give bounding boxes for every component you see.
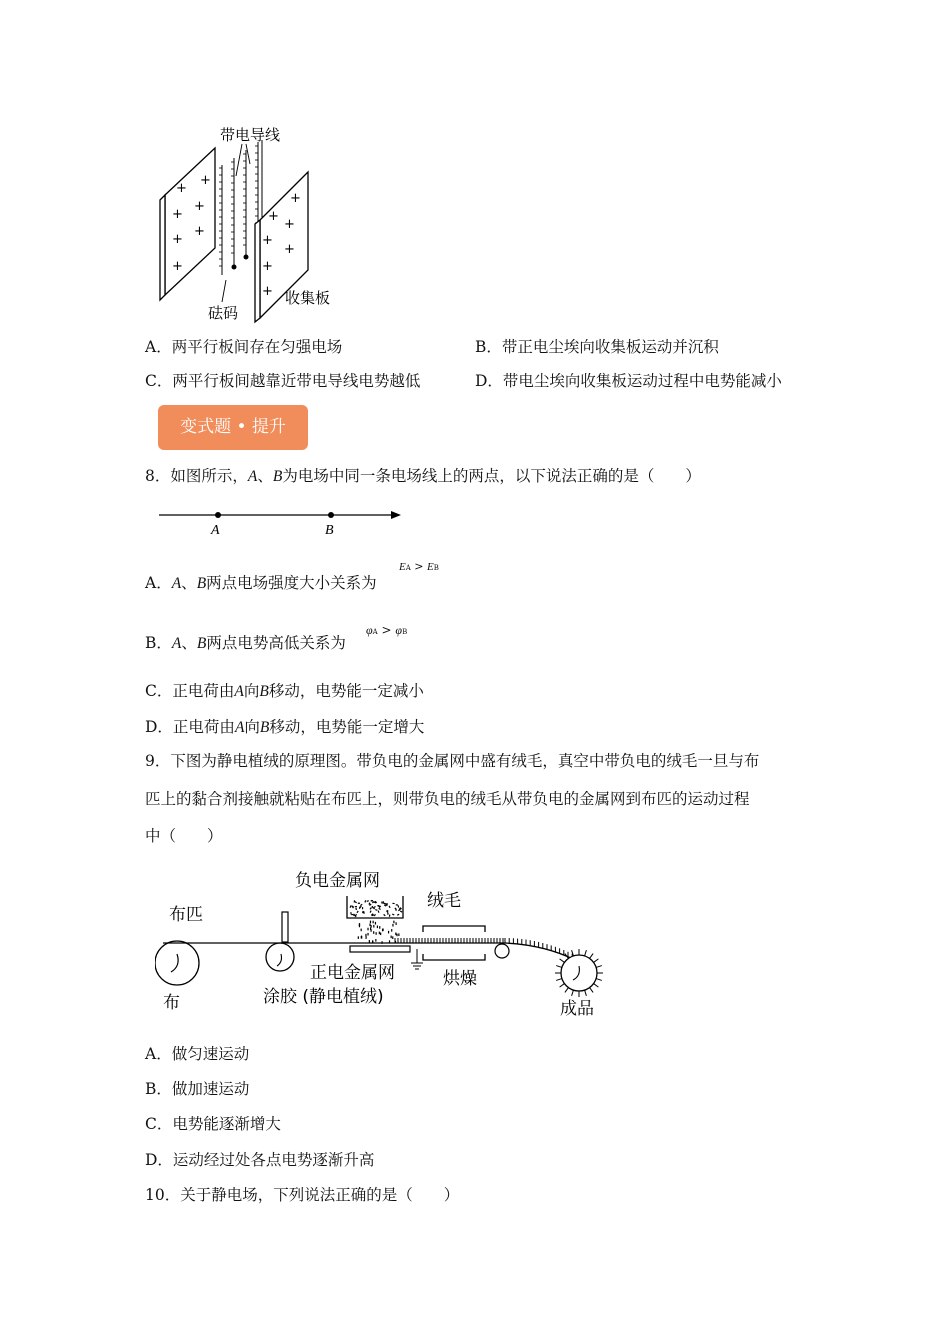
weight-dot bbox=[232, 265, 237, 270]
svg-text:+: + bbox=[290, 191, 301, 206]
svg-text:+: + bbox=[284, 217, 295, 232]
label-weight: 砝码 bbox=[208, 304, 239, 322]
svg-text:+: + bbox=[172, 232, 183, 247]
flocking-figure bbox=[155, 860, 615, 1025]
label-charged-wire: 带电导线 bbox=[220, 126, 281, 144]
q9-stem-line2: 匹上的黏合剂接触就粘贴在布匹上，则带负电的绒毛从带负电的金属网到布匹的运动过程 bbox=[145, 790, 750, 808]
label-neg-mesh: 负电金属网 bbox=[295, 871, 380, 891]
precipitator-figure bbox=[150, 120, 350, 330]
label-product: 成品 bbox=[560, 999, 594, 1019]
q9-option-d[interactable]: D．运动经过处各点电势逐渐升高 bbox=[145, 1151, 375, 1169]
positive-mesh bbox=[350, 946, 410, 952]
svg-text:+: + bbox=[284, 242, 295, 257]
q9-stem-line1: 9．下图为静电植绒的原理图。带负电的金属网中盛有绒毛，真空中带负电的绒毛一旦与布 bbox=[145, 752, 760, 770]
q8-option-b[interactable]: B．A、B两点电势高低关系为 bbox=[145, 634, 346, 652]
svg-text:+: + bbox=[200, 173, 211, 188]
point-b-label: B bbox=[325, 523, 334, 538]
q8-formula-a: EA > EB bbox=[399, 560, 439, 573]
svg-text:+: + bbox=[172, 259, 183, 274]
svg-text:+: + bbox=[176, 181, 187, 196]
svg-text:+: + bbox=[262, 259, 273, 274]
point-a bbox=[215, 512, 221, 518]
q8-option-d[interactable]: D．正电荷由A向B移动，电势能一定增大 bbox=[145, 718, 425, 736]
label-dry: 烘燥 bbox=[443, 969, 477, 989]
point-b bbox=[328, 512, 334, 518]
q8-option-a[interactable]: A．A、B两点电场强度大小关系为 bbox=[145, 574, 377, 592]
q7-option-d[interactable]: D．带电尘埃向收集板运动过程中电势能减小 bbox=[475, 372, 782, 390]
label-collector: 收集板 bbox=[285, 289, 331, 307]
arrow-head-icon bbox=[391, 511, 401, 519]
svg-text:+: + bbox=[262, 284, 273, 299]
q8-stem: 8．如图所示，A、B为电场中同一条电场线上的两点，以下说法正确的是（ ） bbox=[145, 467, 701, 485]
cloth-roller bbox=[155, 941, 199, 985]
point-a-label: A bbox=[211, 523, 220, 538]
label-glue: 涂胶 (静电植绒) bbox=[263, 987, 384, 1007]
q9-stem-line3: 中（ ） bbox=[145, 827, 223, 845]
q9-option-a[interactable]: A．做匀速运动 bbox=[145, 1045, 250, 1063]
label-cloth: 布 bbox=[163, 993, 180, 1013]
dryer-bottom bbox=[423, 954, 485, 960]
svg-text:+: + bbox=[194, 224, 205, 239]
field-line-figure bbox=[155, 503, 415, 539]
q9-option-b[interactable]: B．做加速运动 bbox=[145, 1080, 250, 1098]
glue-roller bbox=[266, 943, 294, 971]
svg-text:+: + bbox=[194, 199, 205, 214]
q7-option-c[interactable]: C．两平行板间越靠近带电导线电势越低 bbox=[145, 372, 421, 390]
svg-text:+: + bbox=[262, 233, 273, 248]
svg-text:+: + bbox=[172, 207, 183, 222]
label-pos-mesh: 正电金属网 bbox=[310, 963, 395, 983]
q9-option-c[interactable]: C．电势能逐渐增大 bbox=[145, 1115, 281, 1133]
q8-option-c[interactable]: C．正电荷由A向B移动，电势能一定减小 bbox=[145, 682, 424, 700]
variant-badge: 变式题 • 提升 bbox=[158, 405, 308, 450]
q7-option-a[interactable]: A．两平行板间存在匀强电场 bbox=[145, 338, 343, 356]
dryer-top bbox=[423, 926, 485, 932]
q10-stem: 10．关于静电场，下列说法正确的是（ ） bbox=[145, 1186, 460, 1204]
q8-formula-b: φA > φB bbox=[366, 623, 408, 637]
q7-option-b[interactable]: B．带正电尘埃向收集板运动并沉积 bbox=[475, 338, 719, 356]
label-cloth-roll: 布匹 bbox=[169, 905, 203, 925]
label-fluff: 绒毛 bbox=[427, 891, 461, 911]
svg-text:+: + bbox=[268, 209, 279, 224]
